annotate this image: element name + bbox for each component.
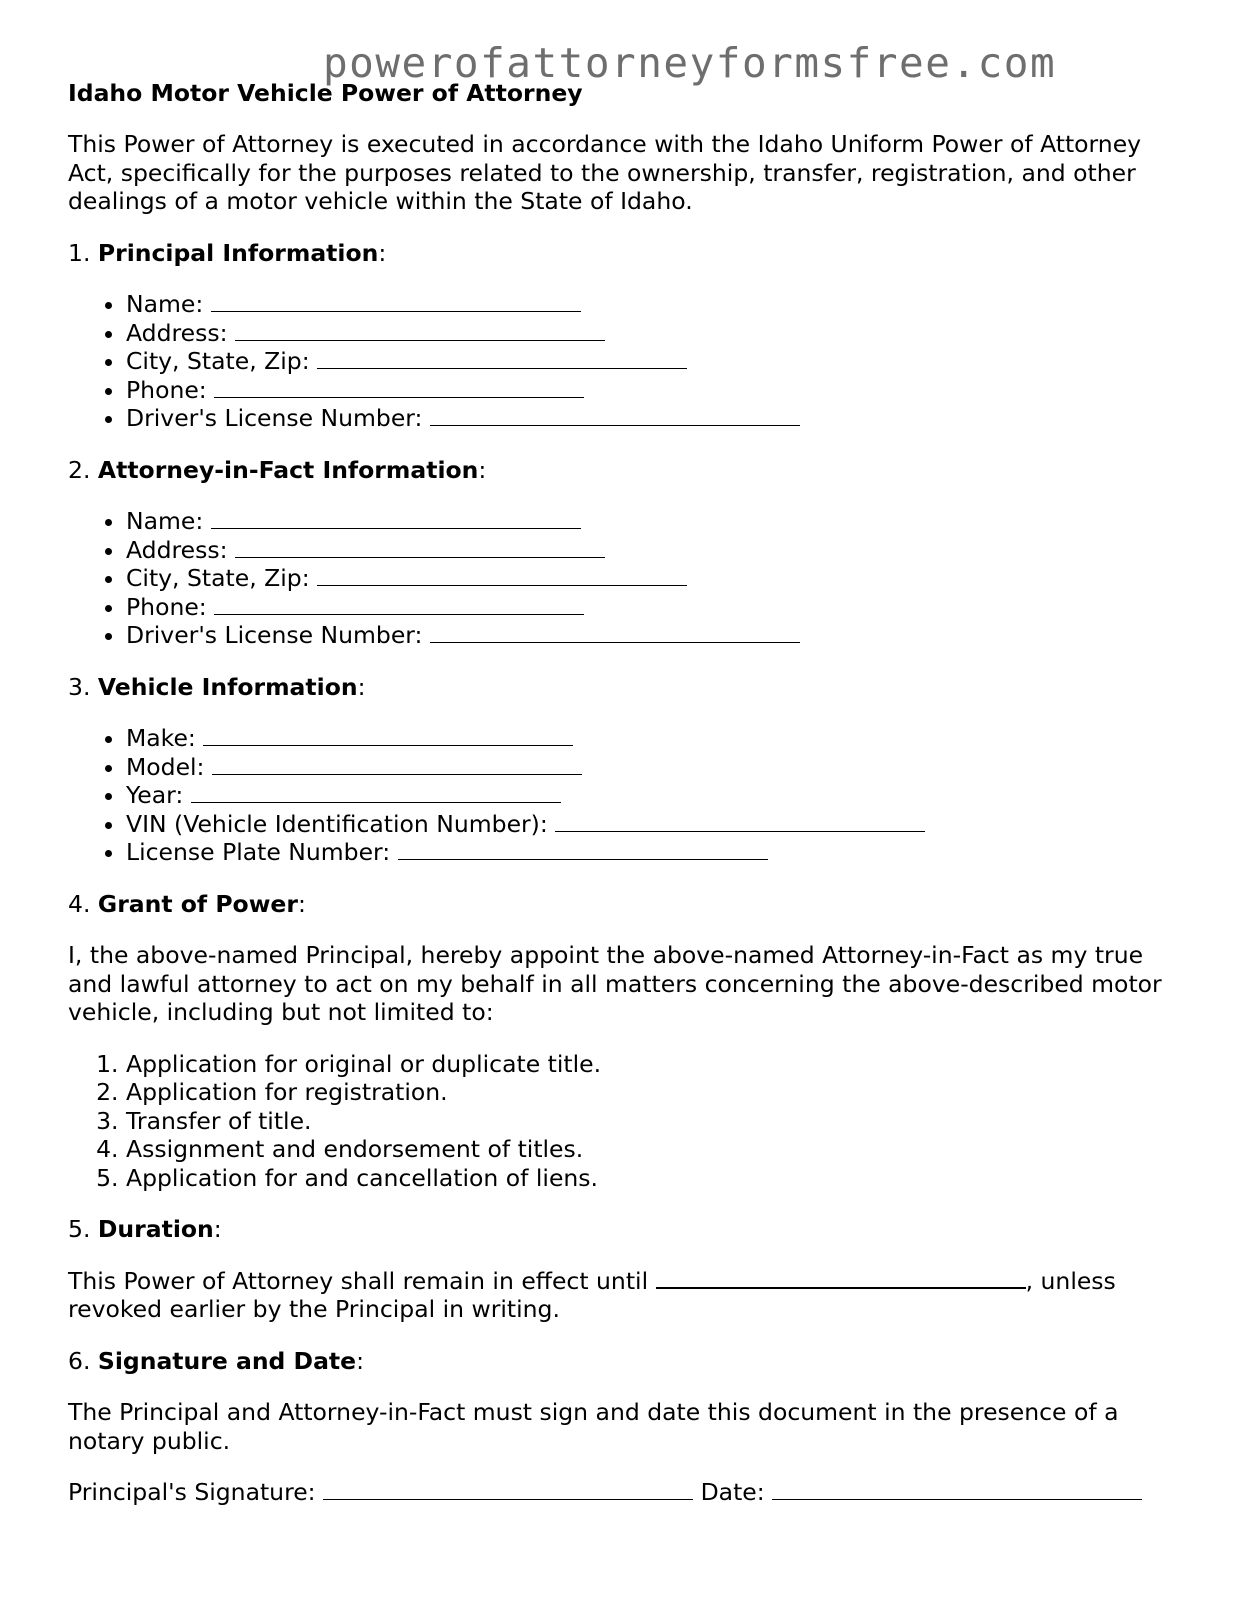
duration-text-before: This Power of Attorney shall remain in effect until (68, 1266, 649, 1295)
attorney-license-field (126, 621, 1178, 650)
field-label: Make: (126, 724, 196, 752)
section-number: 4. (68, 889, 91, 918)
vehicle-plate-field (126, 838, 1178, 867)
principal-signature-blank[interactable] (323, 1479, 693, 1500)
vehicle-year-field (126, 781, 1178, 810)
principal-fields-list (68, 290, 1178, 433)
field-label: VIN (Vehicle Identification Number): (126, 809, 548, 838)
vehicle-fields-list (68, 724, 1178, 867)
date-label: Date: (700, 1478, 765, 1506)
vehicle-plate-blank[interactable] (398, 839, 768, 860)
field-label: City, State, Zip: (126, 564, 310, 592)
principal-phone-blank[interactable] (214, 377, 584, 398)
field-label: City, State, Zip: (126, 347, 310, 375)
principal-city-state-zip-blank[interactable] (317, 348, 687, 369)
section-title: Principal Information (97, 238, 379, 267)
principal-license-field (126, 404, 1178, 433)
section-number: 5. (68, 1215, 91, 1243)
signature-paragraph: The Principal and Attorney-in-Fact must sign and date this document in the presence of a notary public. (68, 1398, 1119, 1455)
grant-paragraph: I, the above-named Principal, hereby appoint the above-named Attorney-in-Fact as my true and lawful attorney to act on my behalf in all matters concerning the above-described motor vehicle, including but not limited to: (68, 941, 1162, 1026)
field-label: Name: (126, 290, 204, 318)
attorney-city-state-zip-blank[interactable] (317, 565, 687, 586)
section-duration-heading (68, 1215, 1178, 1244)
watermark-text: powerofattorneyformsfree.com (323, 39, 1057, 87)
field-label: Driver's License Number: (126, 404, 423, 432)
section-title: Attorney-in-Fact Information (97, 455, 479, 484)
power-item: 1. Application for original or duplicate title. (126, 1050, 1178, 1079)
section-number: 1. (68, 238, 91, 267)
section-number: 6. (68, 1346, 91, 1375)
section-colon: : (297, 889, 306, 918)
section-grant-heading (68, 890, 1178, 919)
attorney-city-state-zip-field (126, 564, 1178, 593)
section-colon: : (213, 1215, 222, 1243)
attorney-name-field (126, 507, 1178, 536)
duration-end-date-blank[interactable] (656, 1267, 1026, 1289)
attorney-license-blank[interactable] (430, 622, 800, 643)
section-title: Duration (97, 1215, 214, 1243)
field-label: Model: (126, 752, 205, 781)
section-colon: : (478, 455, 487, 484)
section-vehicle-heading (68, 673, 1178, 702)
principal-city-state-zip-field (126, 347, 1178, 376)
vehicle-vin-field (126, 810, 1178, 839)
principal-address-blank[interactable] (235, 320, 605, 341)
section-signature-heading (68, 1347, 1178, 1376)
principal-name-field (126, 290, 1178, 319)
section-attorney-heading (68, 456, 1178, 485)
duration-text-after: , unless revoked earlier by the Principal in writing. (68, 1266, 1116, 1323)
duration-paragraph (68, 1267, 1178, 1324)
field-label: Phone: (126, 592, 207, 621)
field-label: Address: (126, 318, 228, 347)
principal-address-field (126, 319, 1178, 348)
attorney-phone-field (126, 593, 1178, 622)
vehicle-make-field (126, 724, 1178, 753)
vehicle-model-field (126, 753, 1178, 782)
section-title: Vehicle Information (97, 672, 358, 701)
power-item: 4. Assignment and endorsement of titles. (126, 1135, 1178, 1164)
principal-signature-line (68, 1478, 1178, 1507)
intro-paragraph: This Power of Attorney is executed in accordance with the Idaho Uniform Power of Attorney Act, specifically for the purposes related to the ownership, transfer, registration, and other dealings of a motor vehicle within the State of Idaho. (68, 130, 1142, 215)
section-title: Grant of Power (97, 889, 298, 918)
power-item: 5. Application for and cancellation of liens. (126, 1164, 1178, 1193)
section-principal-heading (68, 239, 1178, 268)
field-label: Year: (126, 781, 184, 809)
attorney-phone-blank[interactable] (214, 594, 584, 615)
section-colon: : (357, 672, 366, 701)
principal-signature-label: Principal's Signature: (68, 1478, 316, 1506)
section-colon: : (356, 1346, 365, 1375)
section-colon: : (378, 238, 387, 267)
document-body (68, 78, 1178, 1507)
vehicle-make-blank[interactable] (203, 725, 573, 746)
attorney-address-field (126, 536, 1178, 565)
vehicle-year-blank[interactable] (191, 782, 561, 803)
section-number: 2. (68, 455, 91, 484)
section-number: 3. (68, 672, 91, 701)
field-label: Address: (126, 535, 228, 564)
field-label: Driver's License Number: (126, 621, 423, 649)
power-item: 2. Application for registration. (126, 1078, 1178, 1107)
field-label: Phone: (126, 375, 207, 404)
vehicle-model-blank[interactable] (212, 754, 582, 775)
attorney-name-blank[interactable] (211, 508, 581, 529)
attorney-address-blank[interactable] (235, 537, 605, 558)
vehicle-vin-blank[interactable] (555, 811, 925, 832)
field-label: License Plate Number: (126, 838, 391, 866)
principal-license-blank[interactable] (430, 405, 800, 426)
document-title: Idaho Motor Vehicle Power of Attorney (68, 79, 583, 107)
principal-date-blank[interactable] (772, 1479, 1142, 1500)
principal-phone-field (126, 376, 1178, 405)
principal-name-blank[interactable] (211, 291, 581, 312)
section-title: Signature and Date (97, 1346, 357, 1375)
field-label: Name: (126, 507, 204, 535)
attorney-fields-list (68, 507, 1178, 650)
powers-list (68, 1050, 1178, 1193)
power-item: 3. Transfer of title. (126, 1107, 1178, 1136)
